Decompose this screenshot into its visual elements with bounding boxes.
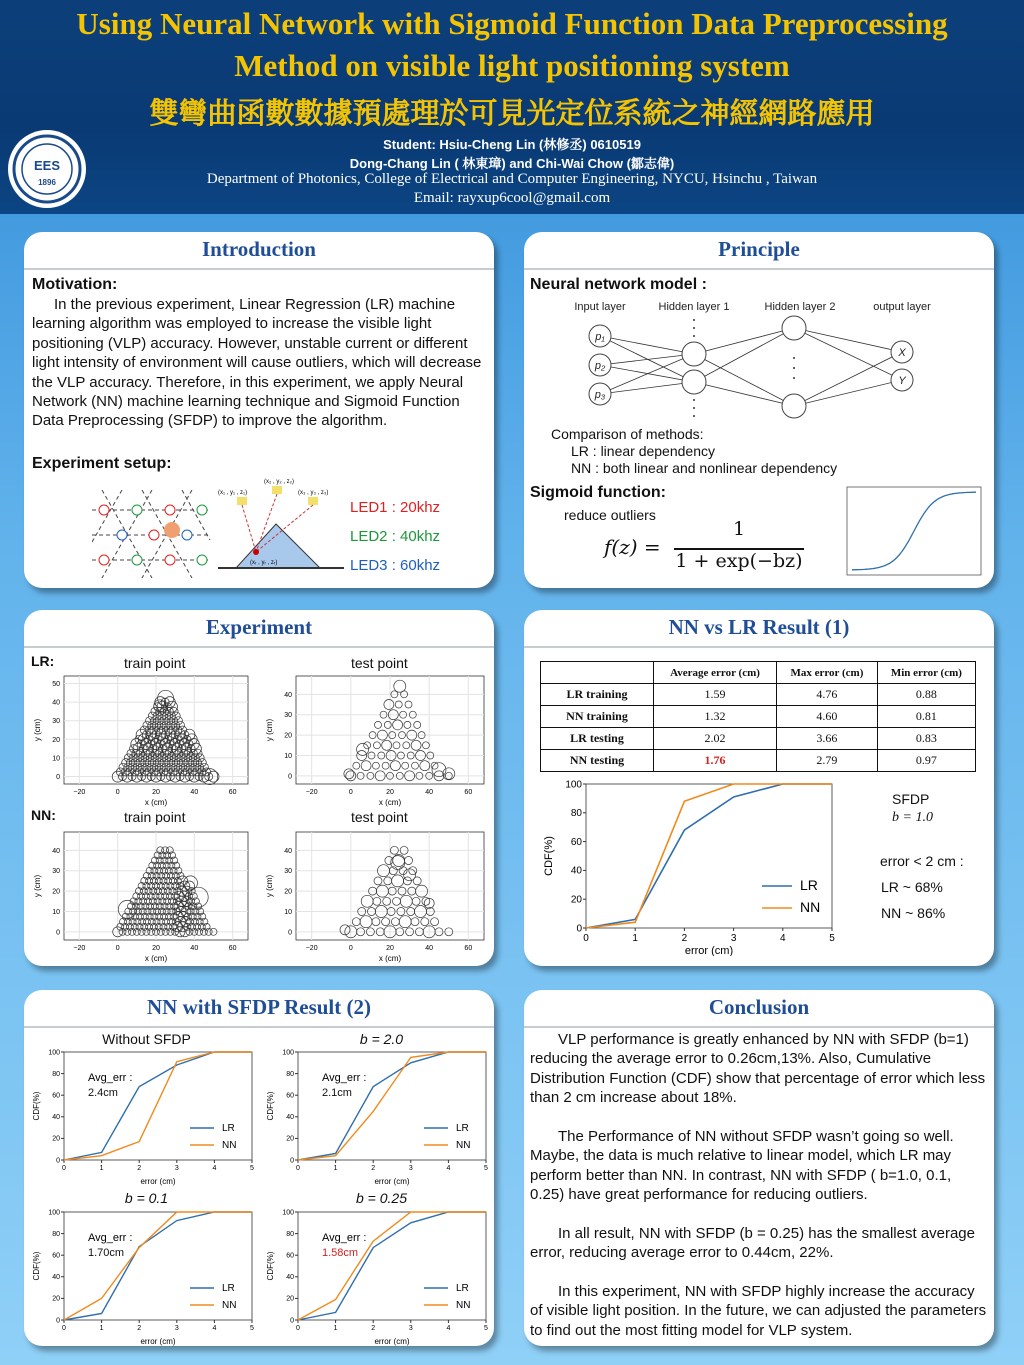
x-tick-label: 2 bbox=[681, 933, 688, 944]
lr-test-scatter bbox=[262, 672, 490, 808]
y-axis-label: CDF(%) bbox=[266, 1251, 275, 1281]
student-line: Student: Hsiu-Cheng Lin (林修丞) 0610519 bbox=[383, 137, 641, 152]
y-tick-label: 20 bbox=[52, 888, 60, 896]
x-tick-label: 4 bbox=[212, 1165, 217, 1172]
avg-err-label: Avg_err : bbox=[88, 1232, 133, 1244]
legend-label-lr: LR bbox=[800, 877, 818, 893]
led-triangle-diagram bbox=[216, 476, 346, 578]
y-axis-label: CDF(%) bbox=[543, 836, 555, 876]
y-tick-label: 20 bbox=[284, 888, 292, 896]
poster-header bbox=[0, 0, 1024, 214]
y-tick-label: 0 bbox=[576, 923, 582, 935]
input-p2: p₂ bbox=[594, 360, 606, 372]
legend-label-lr: LR bbox=[456, 1282, 469, 1294]
table-header-max: Max error (cm) bbox=[777, 662, 878, 684]
legend-label-nn: NN bbox=[800, 899, 821, 915]
y-tick-label: 60 bbox=[570, 836, 582, 848]
y-tick-label: 0 bbox=[290, 1157, 294, 1165]
x-tick-label: 2 bbox=[137, 1165, 142, 1172]
lr-test-title: test point bbox=[351, 655, 408, 671]
y-tick-label: 0 bbox=[290, 1317, 294, 1325]
x-tick-label: 1 bbox=[333, 1165, 338, 1172]
layer-input: Input layer bbox=[574, 301, 626, 313]
y-tick-label: 20 bbox=[284, 732, 292, 740]
x-tick-label: 1 bbox=[333, 1325, 338, 1332]
y-axis-label: CDF(%) bbox=[266, 1091, 275, 1121]
nn-connection bbox=[694, 382, 794, 406]
nn-testing-avg-highlight: 1.76 bbox=[654, 750, 777, 772]
x-tick-label: −20 bbox=[73, 789, 86, 796]
x-axis-label: x (cm) bbox=[144, 954, 168, 963]
y-tick-label: 30 bbox=[284, 712, 292, 720]
logo-text: EES bbox=[33, 158, 61, 173]
x-axis-label: error (cm) bbox=[374, 1337, 410, 1346]
x-tick-label: 60 bbox=[464, 945, 473, 952]
y-tick-label: 100 bbox=[48, 1209, 60, 1217]
y-tick-label: 100 bbox=[565, 779, 582, 791]
experiment-title: Experiment bbox=[24, 610, 494, 648]
x-tick-label: 0 bbox=[583, 933, 589, 944]
comparison-label: Comparison of methods: bbox=[551, 426, 704, 442]
layer-hidden-1: Hidden layer 1 bbox=[658, 301, 730, 313]
y-tick-label: 80 bbox=[286, 1070, 294, 1078]
x-axis-label: x (cm) bbox=[144, 798, 168, 807]
cdf-chart-b025 bbox=[264, 1206, 494, 1346]
y-axis-label: y (cm) bbox=[265, 874, 274, 898]
title-line-2: Method on visible light positioning system bbox=[234, 48, 790, 83]
x-tick-label: 5 bbox=[250, 1165, 254, 1172]
x-tick-label: 20 bbox=[152, 789, 160, 796]
plot-frame bbox=[586, 784, 832, 928]
nn-connection bbox=[794, 352, 902, 406]
x-axis-label: error (cm) bbox=[140, 1177, 176, 1186]
y-tick-label: 20 bbox=[570, 894, 582, 906]
introduction-panel bbox=[24, 232, 494, 588]
x-tick-label: 0 bbox=[62, 1165, 66, 1172]
nn-model-label: Neural network model : bbox=[530, 276, 707, 293]
nn-connection bbox=[600, 336, 694, 354]
conclusion-paragraph-2: The Performance of NN without SFDP wasn’t going so well. Maybe, the data is much relative to linear model, which LR may perform better than NN. In contrast, NN with SFDP ( b=1.0, 0.1, 0.25) have great performance for reducing outliers. bbox=[530, 1128, 954, 1204]
x-tick-label: 60 bbox=[464, 789, 473, 796]
x-tick-label: 5 bbox=[484, 1165, 488, 1172]
layer-output: output layer bbox=[873, 301, 931, 313]
x-tick-label: 1 bbox=[99, 1325, 104, 1332]
email-line: Email: rayxup6cool@gmail.com bbox=[413, 190, 611, 206]
x-tick-label: 60 bbox=[228, 945, 237, 952]
y-axis-label: y (cm) bbox=[33, 874, 42, 898]
lr-row-label: LR: bbox=[31, 653, 55, 669]
conclusion-title: Conclusion bbox=[524, 990, 994, 1028]
conclusion-paragraph-4: In this experiment, NN with SFDP highly increase the accuracy of visible light position. In the future, we can adjusted the parameters to find out the most fitting model for VLP system. bbox=[530, 1283, 987, 1339]
x-tick-label: 3 bbox=[174, 1325, 179, 1332]
x-tick-label: 5 bbox=[829, 933, 835, 944]
x-tick-label: −20 bbox=[73, 945, 86, 952]
cdf-chart-b01 bbox=[30, 1206, 260, 1346]
y-tick-label: 40 bbox=[284, 847, 292, 855]
layer-hidden-2: Hidden layer 2 bbox=[764, 301, 836, 313]
x-tick-label: 2 bbox=[371, 1165, 376, 1172]
nn-connection bbox=[600, 354, 694, 365]
reduce-outliers-label: reduce outliers bbox=[564, 507, 656, 523]
y-tick-label: 40 bbox=[52, 1274, 60, 1282]
principle-panel bbox=[524, 232, 994, 588]
table-row: LR testing 2.02 3.66 0.83 bbox=[541, 728, 976, 750]
formula-lhs: f(z) = bbox=[604, 535, 661, 559]
panel-title-b2: b = 2.0 bbox=[359, 1031, 404, 1047]
setup-label: Experiment setup: bbox=[32, 455, 172, 472]
motivation-text: In the previous experiment, Linear Regression (LR) machine learning algorithm was employed to increase the visible light positioning (VLP) accuracy. However, unstable current or different light intensity of environment will cause outliers, which will decrease the VLP accuracy. Therefore, in this experiment, we apply Neural Network (NN) machine learning technique and Sigmoid Function Data Preprocessing (SFDP) to improve the algorithm. bbox=[32, 296, 482, 430]
cdf-chart-result1 bbox=[540, 774, 850, 956]
y-tick-label: 40 bbox=[52, 1114, 60, 1122]
x-tick-label: 4 bbox=[212, 1325, 217, 1332]
result1-panel bbox=[524, 610, 994, 966]
y-tick-label: 30 bbox=[52, 868, 60, 876]
y-tick-label: 60 bbox=[286, 1252, 294, 1260]
y-tick-label: 40 bbox=[570, 865, 582, 877]
y-tick-label: 10 bbox=[52, 755, 60, 763]
y-tick-label: 10 bbox=[284, 752, 292, 760]
x-tick-label: 3 bbox=[408, 1325, 413, 1332]
nn-test-scatter bbox=[262, 828, 490, 964]
x-tick-label: 1 bbox=[632, 933, 638, 944]
nn-train-scatter bbox=[30, 828, 254, 964]
coord-led1: (x₁ , y₁ , z₁) bbox=[218, 490, 248, 496]
x-tick-label: 2 bbox=[137, 1325, 142, 1332]
lr-percentage: LR ~ 68% bbox=[881, 879, 943, 895]
logo-year: 1896 bbox=[38, 178, 56, 187]
y-tick-label: 60 bbox=[52, 1092, 60, 1100]
sigmoid-plot bbox=[842, 484, 986, 580]
table-row: NN training 1.32 4.60 0.81 bbox=[541, 706, 976, 728]
x-tick-label: 4 bbox=[446, 1165, 451, 1172]
y-tick-label: 40 bbox=[286, 1274, 294, 1282]
nn-connection bbox=[600, 336, 694, 382]
y-tick-label: 40 bbox=[52, 847, 60, 855]
y-tick-label: 80 bbox=[570, 808, 582, 820]
neural-network-diagram bbox=[554, 298, 974, 426]
x-tick-label: 0 bbox=[348, 945, 353, 952]
sfdp-label: SFDP bbox=[892, 791, 930, 807]
nn-connection bbox=[794, 380, 902, 406]
x-tick-label: 4 bbox=[780, 933, 786, 944]
input-p3: p₃ bbox=[594, 389, 606, 401]
y-tick-label: 0 bbox=[56, 774, 60, 782]
y-tick-label: 80 bbox=[52, 1230, 60, 1238]
x-axis-label: x (cm) bbox=[378, 954, 402, 963]
output-x: X bbox=[898, 347, 906, 359]
y-axis-label: y (cm) bbox=[33, 718, 42, 742]
y-tick-label: 100 bbox=[48, 1049, 60, 1057]
x-tick-label: −20 bbox=[305, 789, 318, 796]
x-tick-label: −20 bbox=[305, 945, 318, 952]
nn-connection bbox=[694, 354, 794, 406]
sigmoid-label: Sigmoid function: bbox=[530, 484, 666, 501]
table-row: NN testing 1.76 2.79 0.97 bbox=[541, 750, 976, 772]
formula-numerator: 1 bbox=[732, 518, 746, 540]
table-header-min: Min error (cm) bbox=[877, 662, 975, 684]
nn-connection bbox=[694, 328, 794, 382]
legend-label-lr: LR bbox=[222, 1282, 235, 1294]
error-threshold-label: error < 2 cm : bbox=[880, 853, 964, 869]
title-chinese: 雙彎曲函數數據預處理於可見光定位系統之神經網路應用 bbox=[149, 96, 875, 130]
lr-train-title: train point bbox=[124, 655, 186, 671]
conclusion-panel bbox=[524, 990, 994, 1346]
x-tick-label: 40 bbox=[190, 945, 199, 952]
introduction-title: Introduction bbox=[24, 232, 494, 270]
x-tick-label: 0 bbox=[115, 789, 120, 796]
x-tick-label: 1 bbox=[99, 1165, 104, 1172]
avg-err-value: 2.4cm bbox=[88, 1087, 118, 1099]
y-tick-label: 80 bbox=[286, 1230, 294, 1238]
nn-connection bbox=[600, 365, 694, 382]
sfdp-b-value: b = 1.0 bbox=[892, 810, 933, 825]
input-p1: p₁ bbox=[595, 331, 605, 343]
y-tick-label: 0 bbox=[288, 773, 292, 781]
y-tick-label: 100 bbox=[282, 1049, 294, 1057]
x-tick-label: 3 bbox=[408, 1165, 413, 1172]
nn-desc: NN : both linear and nonlinear dependency bbox=[571, 460, 838, 476]
lr-desc: LR : linear dependency bbox=[571, 443, 715, 459]
y-tick-label: 100 bbox=[282, 1209, 294, 1217]
y-tick-label: 30 bbox=[284, 868, 292, 876]
table-header-avg: Average error (cm) bbox=[654, 662, 777, 684]
cdf-chart-b2 bbox=[264, 1046, 494, 1186]
avg-err-value: 2.1cm bbox=[322, 1087, 352, 1099]
motivation-label: Motivation: bbox=[32, 276, 118, 293]
x-tick-label: 20 bbox=[152, 945, 160, 952]
department-line: Department of Photonics, College of Electrical and Computer Engineering, NYCU, Hsinchu , Taiwan bbox=[206, 171, 818, 187]
y-tick-label: 20 bbox=[52, 1295, 60, 1303]
y-tick-label: 30 bbox=[52, 718, 60, 726]
led-grid-diagram bbox=[92, 490, 212, 580]
avg-err-label: Avg_err : bbox=[322, 1072, 367, 1084]
panel-title-b01: b = 0.1 bbox=[124, 1190, 169, 1206]
error-table bbox=[540, 661, 976, 772]
advisor-line: Dong-Chang Lin ( 林東璋) and Chi-Wai Chow (鄒志偉) bbox=[349, 156, 675, 171]
y-tick-label: 20 bbox=[52, 736, 60, 744]
y-tick-label: 0 bbox=[56, 1317, 60, 1325]
x-tick-label: 0 bbox=[296, 1325, 300, 1332]
nn-test-title: test point bbox=[351, 809, 408, 825]
avg-err-label: Avg_err : bbox=[322, 1232, 367, 1244]
conclusion-paragraph-3: In all result, NN with SFDP (b = 0.25) has the smallest average error, reducing average error to 0.44cm, 22%. bbox=[530, 1225, 975, 1262]
x-tick-label: 40 bbox=[425, 789, 434, 796]
nn-percentage: NN ~ 86% bbox=[881, 905, 946, 921]
x-tick-label: 5 bbox=[250, 1325, 254, 1332]
result2-title: NN with SFDP Result (2) bbox=[24, 990, 494, 1028]
nn-connection bbox=[794, 328, 902, 380]
cdf-chart-without-sfdp bbox=[30, 1046, 260, 1186]
x-tick-label: 2 bbox=[371, 1325, 376, 1332]
legend-label-lr: LR bbox=[222, 1122, 235, 1134]
lr-train-scatter bbox=[30, 672, 254, 808]
y-tick-label: 80 bbox=[52, 1070, 60, 1078]
nn-train-title: train point bbox=[124, 809, 186, 825]
coord-led2: (x₂ , y₂ , z₂) bbox=[264, 479, 294, 485]
x-tick-label: 0 bbox=[348, 789, 353, 796]
avg-err-value: 1.58cm bbox=[322, 1247, 359, 1259]
avg-err-label: Avg_err : bbox=[88, 1072, 133, 1084]
x-tick-label: 40 bbox=[425, 945, 434, 952]
y-tick-label: 60 bbox=[52, 1252, 60, 1260]
legend-label-nn: NN bbox=[222, 1139, 237, 1151]
y-axis-label: CDF(%) bbox=[32, 1091, 41, 1121]
y-tick-label: 40 bbox=[52, 699, 60, 707]
x-axis-label: error (cm) bbox=[374, 1177, 410, 1186]
formula-denominator: 1 + exp(−bz) bbox=[675, 550, 803, 572]
x-axis-label: error (cm) bbox=[140, 1337, 176, 1346]
nn-connection bbox=[694, 328, 794, 354]
y-tick-label: 10 bbox=[284, 908, 292, 916]
x-tick-label: 0 bbox=[296, 1165, 300, 1172]
led1-label: LED1 : 20khz bbox=[350, 499, 441, 516]
panel-title-b025: b = 0.25 bbox=[356, 1190, 407, 1206]
legend-label-nn: NN bbox=[222, 1299, 237, 1311]
y-tick-label: 10 bbox=[52, 908, 60, 916]
y-tick-label: 50 bbox=[52, 680, 60, 688]
y-tick-label: 20 bbox=[286, 1295, 294, 1303]
y-tick-label: 40 bbox=[284, 691, 292, 699]
x-tick-label: 5 bbox=[484, 1325, 488, 1332]
avg-err-value: 1.70cm bbox=[88, 1247, 125, 1259]
legend-label-nn: NN bbox=[456, 1299, 471, 1311]
x-tick-label: 40 bbox=[190, 789, 199, 796]
y-tick-label: 0 bbox=[56, 1157, 60, 1165]
y-tick-label: 0 bbox=[56, 929, 60, 937]
x-tick-label: 60 bbox=[228, 789, 237, 796]
y-axis-label: y (cm) bbox=[265, 718, 274, 742]
x-tick-label: 0 bbox=[62, 1325, 66, 1332]
coord-receiver: (xᵣ , yᵣ , zᵣ) bbox=[250, 560, 278, 566]
coord-led3: (x₃ , y₃ , z₃) bbox=[298, 490, 329, 496]
conclusion-paragraph-1: VLP performance is greatly enhanced by NN with SFDP (b=1) reducing the average error to 0.26cm,13%. Also, Cumulative Distribution Function (CDF) show that percentage of error which less than 2 cm increase about 18%. bbox=[530, 1031, 986, 1107]
x-tick-label: 0 bbox=[115, 945, 120, 952]
x-tick-label: 4 bbox=[446, 1325, 451, 1332]
x-tick-label: 3 bbox=[730, 933, 737, 944]
x-axis-label: error (cm) bbox=[684, 945, 734, 956]
university-logo bbox=[6, 128, 88, 210]
x-tick-label: 20 bbox=[386, 789, 394, 796]
y-tick-label: 60 bbox=[286, 1092, 294, 1100]
principle-title: Principle bbox=[524, 232, 994, 270]
x-tick-label: 3 bbox=[174, 1165, 179, 1172]
output-y: Y bbox=[898, 375, 906, 387]
table-header-empty bbox=[541, 662, 654, 684]
y-axis-label: CDF(%) bbox=[32, 1251, 41, 1281]
y-tick-label: 0 bbox=[288, 929, 292, 937]
nn-connection bbox=[794, 328, 902, 352]
title-line-1: Using Neural Network with Sigmoid Function Data Preprocessing bbox=[76, 6, 948, 41]
y-tick-label: 20 bbox=[52, 1135, 60, 1143]
led3-label: LED3 : 60khz bbox=[350, 557, 441, 574]
panel-title-without-sfdp: Without SFDP bbox=[102, 1031, 191, 1047]
x-axis-label: x (cm) bbox=[378, 798, 402, 807]
y-tick-label: 40 bbox=[286, 1114, 294, 1122]
result2-panel bbox=[24, 990, 494, 1346]
x-tick-label: 20 bbox=[386, 945, 394, 952]
experiment-panel bbox=[24, 610, 494, 966]
legend-label-lr: LR bbox=[456, 1122, 469, 1134]
table-row: LR training 1.59 4.76 0.88 bbox=[541, 684, 976, 706]
led2-label: LED2 : 40khz bbox=[350, 528, 441, 545]
legend-label-nn: NN bbox=[456, 1139, 471, 1151]
y-tick-label: 20 bbox=[286, 1135, 294, 1143]
result1-title: NN vs LR Result (1) bbox=[524, 610, 994, 648]
nn-row-label: NN: bbox=[31, 807, 56, 823]
